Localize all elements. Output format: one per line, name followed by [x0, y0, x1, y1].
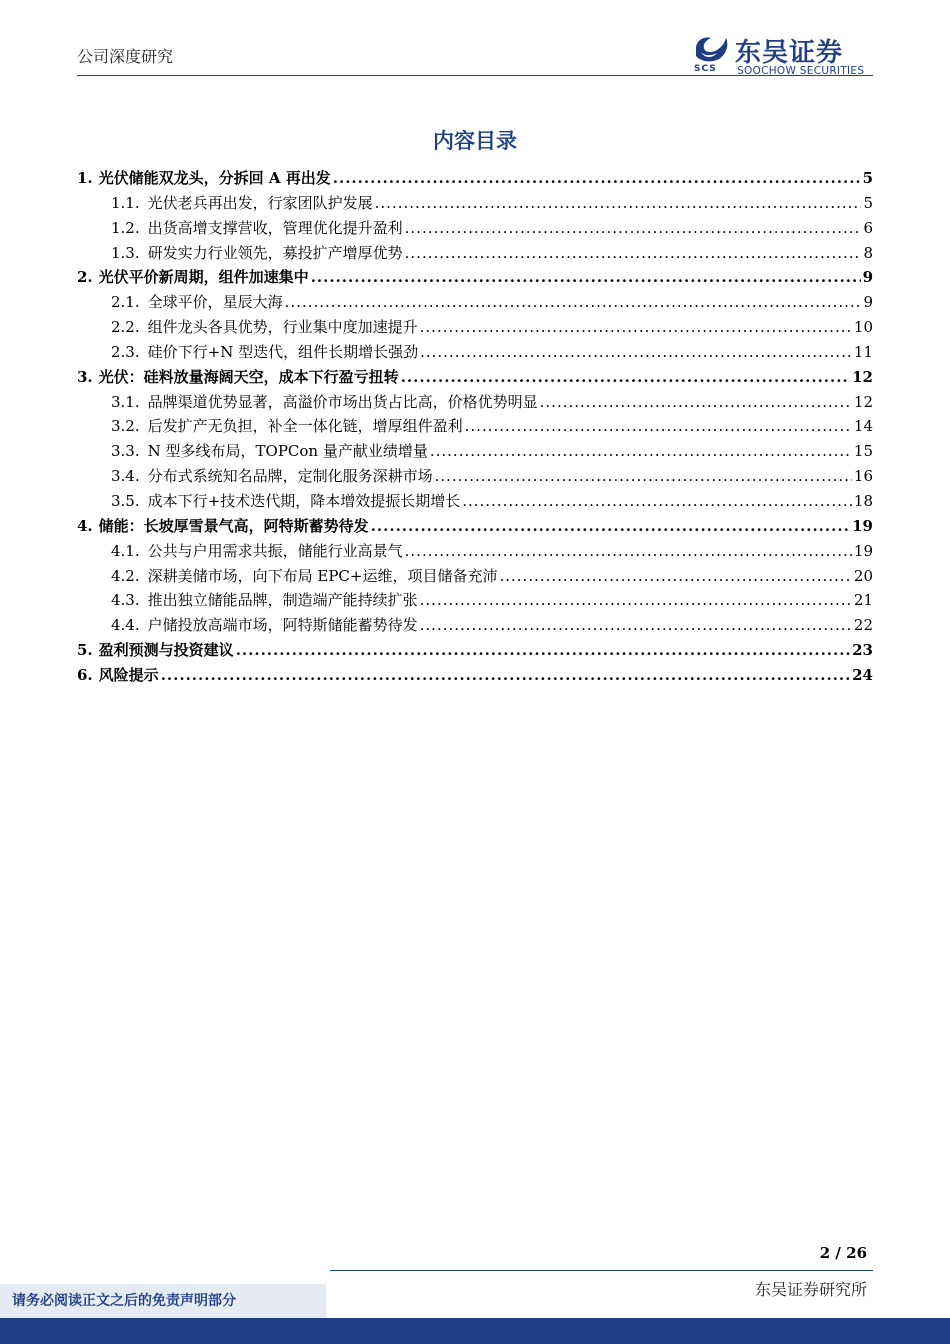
toc-entry-number: 2.2.: [111, 318, 140, 337]
table-of-contents: [77, 166, 873, 688]
toc-entry-page: 19: [852, 516, 873, 535]
toc-entry-number: 1.1.: [111, 193, 140, 212]
toc-dot-leader: [435, 464, 852, 489]
toc-entry-page: 5: [862, 169, 873, 187]
toc-entry-number: 3.1.: [111, 392, 140, 411]
footer-bar: [0, 1318, 950, 1344]
toc-entry-page: 8: [863, 243, 873, 262]
toc-dot-leader: [161, 663, 850, 688]
footer-divider: [330, 1270, 873, 1271]
toc-dot-leader: [499, 564, 851, 589]
toc-entry-title: 全球平价，星辰大海: [147, 293, 283, 312]
toc-dot-leader: [405, 216, 861, 241]
toc-entry-page: 23: [852, 641, 873, 660]
toc-dot-leader: [405, 241, 861, 266]
toc-entry-page: 21: [853, 591, 873, 610]
toc-title: 内容目录: [433, 129, 517, 153]
toc-section-entry[interactable]: [77, 439, 873, 464]
footer-organization: 东吴证券研究所: [754, 1280, 867, 1299]
toc-entry-page: 9: [862, 268, 873, 287]
toc-dot-leader: [333, 166, 861, 191]
toc-entry-number: 3.5.: [111, 491, 140, 510]
toc-chapter-entry[interactable]: [77, 638, 873, 663]
toc-dot-leader: [420, 315, 852, 340]
toc-entry-page: 22: [853, 616, 873, 635]
logo-scs-text: SCS: [694, 64, 717, 74]
toc-entry-number: 1.2.: [111, 218, 140, 237]
toc-entry-page: 16: [853, 467, 873, 486]
toc-entry-number: 1.: [77, 169, 93, 187]
toc-entry-title: 风险提示: [98, 665, 159, 684]
toc-dot-leader: [405, 539, 852, 564]
toc-entry-title: 硅价下行+N 型迭代，组件长期增长强劲: [147, 342, 419, 361]
toc-dot-leader: [430, 439, 852, 464]
toc-section-entry[interactable]: [77, 613, 873, 638]
toc-entry-title: 推出独立储能品牌，制造端产能持续扩张: [147, 591, 418, 610]
toc-section-entry[interactable]: [77, 315, 873, 340]
toc-entry-title: 户储投放高端市场，阿特斯储能蓄势待发: [147, 616, 418, 635]
toc-section-entry[interactable]: [77, 564, 873, 589]
toc-entry-number: 4.4.: [111, 616, 140, 635]
toc-chapter-entry[interactable]: [77, 265, 873, 290]
toc-entry-title: 深耕美储市场，向下布局 EPC+运维，项目储备充沛: [147, 566, 498, 585]
toc-entry-title: 品牌渠道优势显著，高溢价市场出货占比高，价格优势明显: [147, 392, 538, 411]
toc-entry-number: 4.1.: [111, 541, 140, 560]
toc-entry-page: 5: [863, 193, 873, 212]
toc-dot-leader: [540, 390, 852, 415]
toc-entry-page: 14: [853, 417, 873, 436]
toc-entry-title: N 型多线布局，TOPCon 量产献业绩增量: [147, 442, 428, 461]
toc-chapter-entry[interactable]: [77, 663, 873, 688]
toc-entry-page: 11: [853, 342, 873, 361]
logo-chinese-name: 东吴证券: [735, 38, 844, 68]
toc-entry-number: 4.: [77, 516, 93, 535]
toc-entry-number: 3.2.: [111, 417, 140, 436]
toc-entry-number: 3.: [77, 367, 93, 386]
toc-entry-title: 后发扩产无负担，补全一体化链，增厚组件盈利: [147, 417, 463, 436]
toc-chapter-entry[interactable]: [77, 365, 873, 390]
toc-section-entry[interactable]: [77, 464, 873, 489]
toc-entry-title: 储能：长坡厚雪景气高，阿特斯蓄势待发: [98, 516, 369, 535]
toc-section-entry[interactable]: [77, 414, 873, 439]
toc-dot-leader: [420, 340, 852, 365]
toc-entry-number: 2.: [77, 268, 93, 287]
toc-entry-title: 盈利预测与投资建议: [98, 641, 234, 660]
toc-entry-number: 4.3.: [111, 591, 140, 610]
toc-dot-leader: [371, 514, 850, 539]
toc-entry-title: 公共与户用需求共振，储能行业高景气: [147, 541, 403, 560]
logo-mark-icon: [692, 34, 730, 64]
toc-dot-leader: [375, 191, 861, 216]
header-divider: [77, 75, 873, 76]
toc-chapter-entry[interactable]: [77, 166, 873, 191]
toc-entry-number: 5.: [77, 641, 93, 660]
report-type-label: 公司深度研究: [77, 47, 174, 66]
toc-entry-title: 组件龙头各具优势，行业集中度加速提升: [147, 318, 418, 337]
toc-section-entry[interactable]: [77, 489, 873, 514]
toc-dot-leader: [420, 588, 852, 613]
toc-entry-title: 分布式系统知名品牌，定制化服务深耕市场: [147, 467, 433, 486]
toc-entry-number: 1.3.: [111, 243, 140, 262]
toc-entry-page: 10: [853, 318, 873, 337]
toc-entry-page: 12: [853, 392, 873, 411]
toc-dot-leader: [401, 365, 850, 390]
toc-dot-leader: [420, 613, 852, 638]
toc-entry-number: 6.: [77, 665, 93, 684]
toc-entry-number: 4.2.: [111, 566, 140, 585]
toc-section-entry[interactable]: [77, 588, 873, 613]
toc-dot-leader: [462, 489, 852, 514]
toc-entry-title: 光伏平价新周期，组件加速集中: [98, 268, 309, 287]
toc-entry-title: 研发实力行业领先，募投扩产增厚优势: [147, 243, 403, 262]
toc-chapter-entry[interactable]: [77, 514, 873, 539]
toc-entry-title: 光伏储能双龙头，分拆回 A 再出发: [98, 169, 331, 187]
toc-entry-page: 19: [853, 541, 873, 560]
toc-section-entry[interactable]: [77, 539, 873, 564]
toc-entry-page: 6: [863, 218, 873, 237]
toc-dot-leader: [285, 290, 861, 315]
toc-entry-title: 光伏老兵再出发，行家团队护发展: [147, 193, 373, 212]
toc-entry-page: 15: [853, 442, 873, 461]
page-indicator: 2 / 26: [819, 1244, 867, 1262]
toc-section-entry[interactable]: [77, 290, 873, 315]
toc-entry-title: 成本下行+技术迭代期，降本增效提振长期增长: [147, 491, 461, 510]
toc-entry-number: 2.3.: [111, 342, 140, 361]
company-logo: [692, 34, 882, 80]
toc-section-entry[interactable]: [77, 191, 873, 216]
toc-section-entry[interactable]: [77, 216, 873, 241]
toc-entry-number: 2.1.: [111, 293, 140, 312]
toc-entry-title: 出货高增支撑营收，管理优化提升盈利: [147, 218, 403, 237]
toc-entry-page: 20: [853, 566, 873, 585]
toc-entry-page: 9: [863, 293, 873, 312]
toc-section-entry[interactable]: [77, 390, 873, 415]
toc-dot-leader: [236, 638, 850, 663]
toc-entry-page: 12: [852, 367, 873, 386]
toc-section-entry[interactable]: [77, 241, 873, 266]
toc-section-entry[interactable]: [77, 340, 873, 365]
toc-dot-leader: [465, 414, 852, 439]
toc-dot-leader: [311, 265, 861, 290]
toc-entry-title: 光伏：硅料放量海阔天空，成本下行盈亏扭转: [98, 367, 399, 386]
logo-english-name: SOOCHOW SECURITIES: [737, 65, 865, 77]
disclaimer-notice: 请务必阅读正文之后的免责声明部分: [0, 1284, 326, 1318]
toc-entry-number: 3.4.: [111, 467, 140, 486]
toc-entry-page: 24: [852, 665, 873, 684]
toc-entry-page: 18: [853, 491, 873, 510]
toc-entry-number: 3.3.: [111, 442, 140, 461]
